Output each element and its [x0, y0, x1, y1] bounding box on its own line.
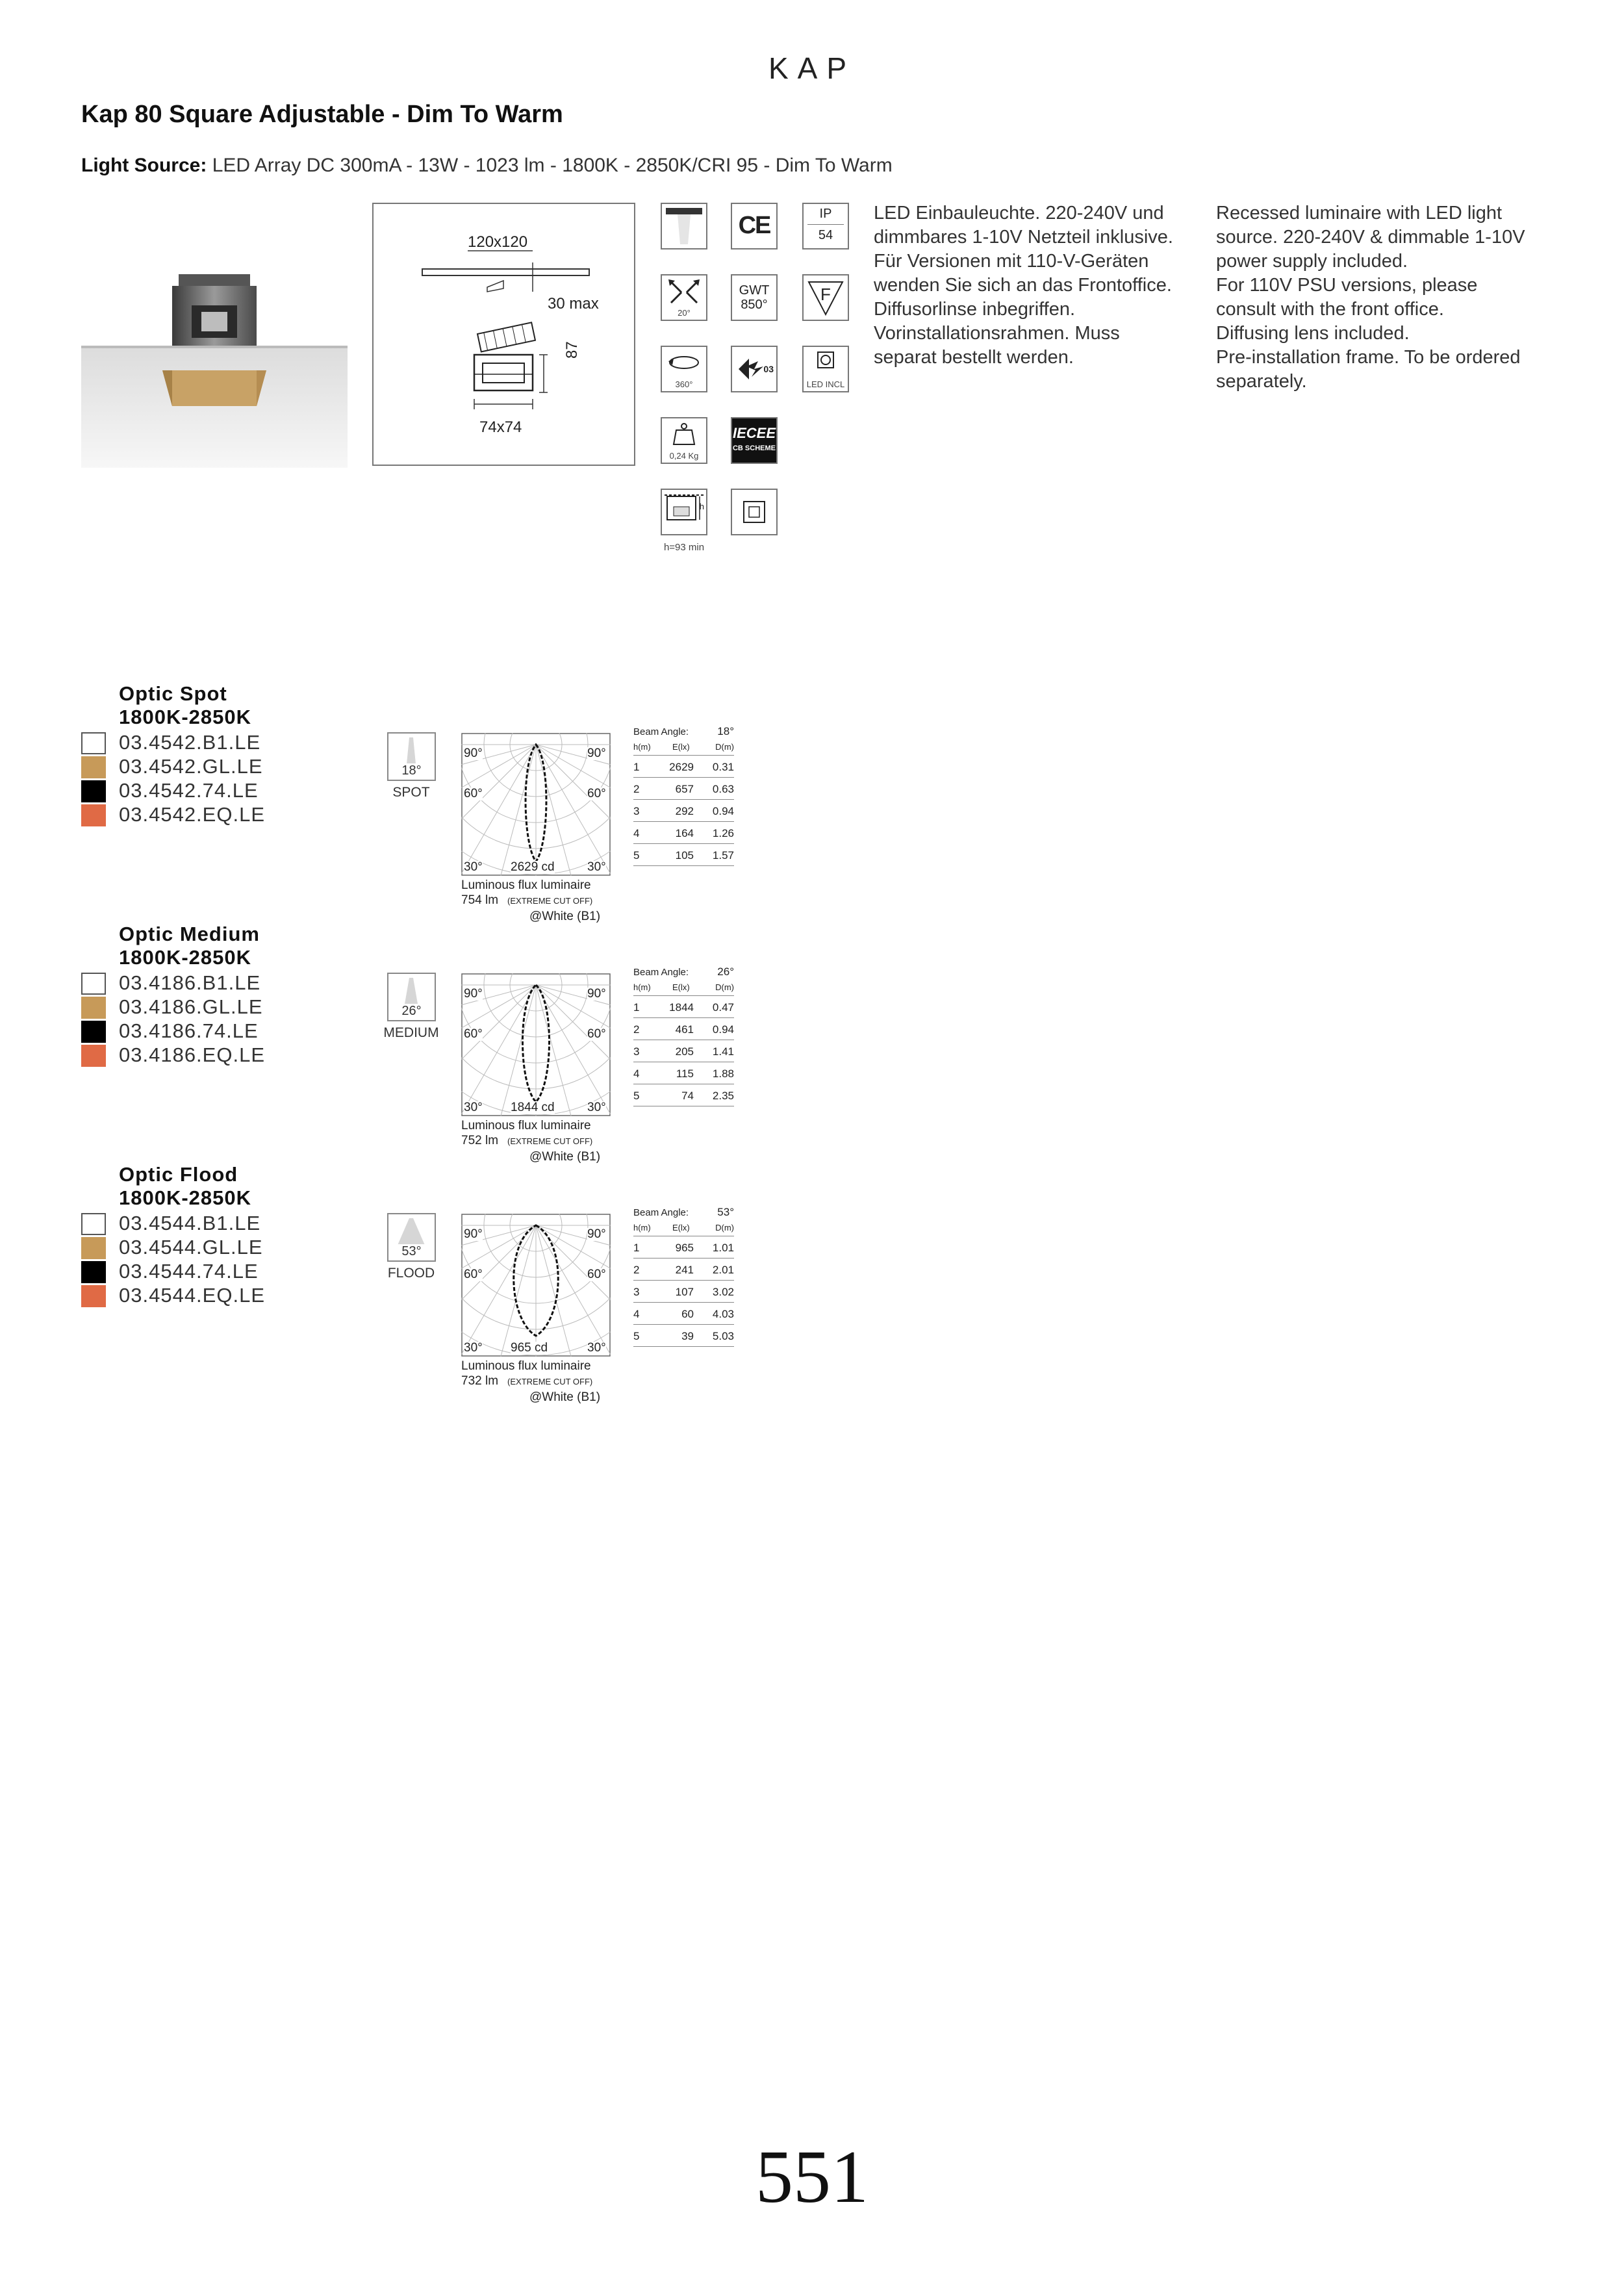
polar-label-90-left: 90°	[464, 1227, 483, 1241]
table-header-row	[633, 973, 734, 996]
polar-candela: 2629 cd	[511, 860, 555, 874]
col-e-header: E(lx)	[672, 742, 690, 752]
cell-d: 1.88	[712, 1067, 734, 1080]
cell-h: 4	[633, 827, 640, 839]
led-included-icon: LED INCL	[802, 346, 849, 392]
cell-d: 1.26	[712, 827, 734, 839]
cell-h: 1	[633, 761, 640, 773]
page-number: 551	[755, 2136, 869, 2219]
cell-e: 965	[675, 1242, 694, 1254]
optic-cct: 1800K-2850K	[119, 1186, 252, 1209]
trimless-frame-icon	[731, 489, 778, 535]
cell-d: 5.03	[712, 1330, 734, 1342]
product-photo	[81, 260, 348, 468]
cell-h: 1	[633, 1001, 640, 1014]
col-h-header: h(m)	[633, 742, 651, 752]
polar-label-60-right: 60°	[587, 787, 606, 800]
polar-label-90-right: 90°	[587, 1227, 606, 1241]
col-d-header: D(m)	[715, 742, 734, 752]
polar-label-90-left: 90°	[464, 987, 483, 1001]
optic-cct: 1800K-2850K	[119, 706, 252, 728]
table-row	[633, 1280, 734, 1303]
product-code: 03.4186.EQ.LE	[119, 1043, 265, 1066]
optic-title: Optic Flood	[119, 1163, 238, 1186]
polar-candela: 965 cd	[511, 1341, 548, 1355]
polar-label-60-right: 60°	[587, 1268, 606, 1281]
cell-h: 4	[633, 1067, 640, 1080]
beam-spread-icon	[387, 1213, 436, 1262]
product-code: 03.4544.74.LE	[119, 1260, 259, 1283]
description-en: Recessed luminaire with LED light source. 220-240V & dimmable 1-10V power supply included. For 110V PSU versions, please consult with the front office. Diffusing lens included. Pre-installation frame. To be ordered separately.	[1216, 203, 1525, 392]
table-row	[633, 1017, 734, 1040]
cell-e: 292	[675, 805, 694, 817]
flux-note: (EXTREME CUT OFF)	[507, 1377, 593, 1386]
product-code: 03.4542.GL.LE	[119, 755, 263, 778]
tilt-icon: 20°	[661, 274, 707, 321]
cell-h: 3	[633, 1045, 640, 1058]
cell-h: 5	[633, 849, 640, 862]
cell-h: 2	[633, 1264, 640, 1276]
table-row	[633, 1258, 734, 1281]
color-swatch	[81, 756, 106, 778]
cell-d: 0.94	[712, 1023, 734, 1036]
table-row	[633, 821, 734, 844]
cell-h: 3	[633, 1286, 640, 1298]
beam-spread-icon	[387, 973, 436, 1021]
table-row	[633, 1062, 734, 1084]
flux-label: Luminous flux luminaire	[461, 1119, 591, 1132]
table-row	[633, 1302, 734, 1325]
color-swatch	[81, 1237, 106, 1259]
product-code: 03.4542.B1.LE	[119, 731, 261, 754]
product-code: 03.4544.B1.LE	[119, 1212, 261, 1234]
white-note: @White (B1)	[529, 1150, 601, 1164]
cell-h: 2	[633, 783, 640, 795]
cell-d: 1.01	[712, 1242, 734, 1254]
flux-label: Luminous flux luminaire	[461, 878, 591, 892]
col-h-header: h(m)	[633, 982, 651, 992]
product-code: 03.4186.GL.LE	[119, 995, 263, 1018]
dim-bottom: 74x74	[479, 418, 522, 436]
light-source-line	[81, 155, 893, 177]
color-swatch	[81, 997, 106, 1019]
table-row	[633, 843, 734, 866]
product-title: Kap 80 Square Adjustable - Dim To Warm	[81, 101, 563, 128]
cell-d: 1.41	[712, 1045, 734, 1058]
beam-degree: 53°	[401, 1244, 422, 1258]
polar-label-60-left: 60°	[464, 787, 483, 800]
beam-angle-value: 53°	[717, 1206, 734, 1218]
flux-value	[461, 893, 592, 908]
ce-mark-icon: CE	[731, 203, 778, 249]
glow-wire-icon: GWT 850°	[731, 274, 778, 321]
beam-spread-icon	[387, 732, 436, 781]
polar-label-90-right: 90°	[587, 747, 606, 760]
flux-label: Luminous flux luminaire	[461, 1359, 591, 1373]
light-source-label: Light Source:	[81, 155, 207, 176]
color-swatch	[81, 732, 106, 754]
cell-d: 2.35	[712, 1090, 734, 1102]
color-swatch	[81, 1213, 106, 1235]
color-swatch	[81, 1261, 106, 1283]
beam-angle-label: Beam Angle:	[633, 726, 689, 737]
dimension-lines	[374, 204, 634, 465]
cell-d: 2.01	[712, 1264, 734, 1276]
dim-height: 87	[563, 341, 581, 359]
table-row	[633, 1040, 734, 1062]
beam-degree: 18°	[401, 763, 422, 778]
product-code: 03.4542.74.LE	[119, 779, 259, 802]
polar-label-60-left: 60°	[464, 1027, 483, 1041]
flux-lumens: 752 lm	[461, 1134, 499, 1147]
beam-angle-label: Beam Angle:	[633, 967, 689, 978]
col-h-header: h(m)	[633, 1223, 651, 1233]
polar-label-30-right: 30°	[587, 860, 606, 874]
recess-caption: h=93 min	[663, 542, 705, 553]
light-source-value: LED Array DC 300mA - 13W - 1023 lm - 1800K - 2850K/CRI 95 - Dim To Warm	[212, 155, 893, 176]
flux-note: (EXTREME CUT OFF)	[507, 1136, 593, 1146]
color-swatch	[81, 804, 106, 826]
cell-e: 115	[676, 1067, 694, 1080]
beam-name: FLOOD	[387, 1266, 435, 1281]
product-code: 03.4186.74.LE	[119, 1019, 259, 1042]
color-swatch	[81, 780, 106, 802]
brand-header: KAP	[768, 51, 856, 85]
cell-e: 164	[675, 827, 694, 839]
cell-e: 461	[675, 1023, 694, 1036]
table-header-row	[633, 733, 734, 756]
description-de: LED Einbauleuchte. 220-240V und dimmbares 1-10V Netzteil inklusive. Für Versionen mit 110-V-Geräten wenden Sie sich an das Frontoffice. Diffusorlinse inbegriffen. Vorinstallationsrahmen. Muss separat bestellt werden.	[874, 203, 1173, 368]
table-row	[633, 799, 734, 822]
flux-value	[461, 1134, 592, 1149]
rotation-icon: 360°	[661, 346, 707, 392]
product-code: 03.4544.EQ.LE	[119, 1284, 265, 1307]
cell-e: 657	[675, 783, 694, 795]
cell-h: 3	[633, 805, 640, 817]
iecee-cb-icon: IECEE CB SCHEME	[731, 417, 778, 464]
dim-depth: 30 max	[548, 295, 599, 313]
table-row	[633, 1084, 734, 1106]
product-code: 03.4544.GL.LE	[119, 1236, 263, 1258]
col-e-header: E(lx)	[672, 982, 690, 992]
col-d-header: D(m)	[715, 982, 734, 992]
cell-e: 107	[675, 1286, 694, 1298]
table-row	[633, 755, 734, 778]
optic-title: Optic Spot	[119, 682, 227, 705]
beam-angle-value: 18°	[717, 725, 734, 737]
polar-label-30-left: 30°	[464, 1341, 483, 1355]
polar-label-60-left: 60°	[464, 1268, 483, 1281]
cell-d: 3.02	[712, 1286, 734, 1298]
dimension-drawing	[372, 203, 635, 466]
polar-label-30-right: 30°	[587, 1341, 606, 1355]
beam-angle-label: Beam Angle:	[633, 1207, 689, 1218]
flux-lumens: 732 lm	[461, 1374, 499, 1388]
cell-d: 1.57	[712, 849, 734, 862]
cell-e: 39	[681, 1330, 694, 1342]
polar-candela: 1844 cd	[511, 1101, 555, 1114]
color-swatch	[81, 1021, 106, 1043]
weight-icon: 0,24 Kg	[661, 417, 707, 464]
optic-cct: 1800K-2850K	[119, 946, 252, 969]
beam-name: SPOT	[392, 785, 430, 800]
polar-label-30-left: 30°	[464, 1101, 483, 1114]
flux-note: (EXTREME CUT OFF)	[507, 896, 593, 906]
cell-d: 0.63	[712, 783, 734, 795]
white-note: @White (B1)	[529, 910, 601, 923]
cell-e: 105	[675, 849, 694, 862]
optic-title: Optic Medium	[119, 923, 260, 945]
polar-diagram	[461, 973, 611, 1116]
col-d-header: D(m)	[715, 1223, 734, 1233]
color-swatch	[81, 973, 106, 995]
cell-d: 4.03	[712, 1308, 734, 1320]
color-swatch	[81, 1285, 106, 1307]
table-row	[633, 1324, 734, 1347]
polar-label-60-right: 60°	[587, 1027, 606, 1041]
cell-h: 1	[633, 1242, 640, 1254]
cell-h: 4	[633, 1308, 640, 1320]
cell-d: 0.94	[712, 805, 734, 817]
polar-label-90-right: 90°	[587, 987, 606, 1001]
polar-label-30-right: 30°	[587, 1101, 606, 1114]
table-row	[633, 995, 734, 1018]
polar-label-30-left: 30°	[464, 860, 483, 874]
beam-degree: 26°	[401, 1004, 422, 1018]
dim-top: 120x120	[468, 233, 528, 251]
cell-e: 205	[675, 1045, 694, 1058]
white-note: @White (B1)	[529, 1390, 601, 1404]
recess-depth-icon: h	[661, 489, 707, 535]
color-swatch	[81, 1045, 106, 1067]
cell-e: 241	[675, 1264, 694, 1276]
cell-e: 60	[681, 1308, 694, 1320]
f-mark-icon: F	[802, 274, 849, 321]
cell-e: 74	[681, 1090, 694, 1102]
product-code: 03.4186.B1.LE	[119, 971, 261, 994]
beam-angle-value: 26°	[717, 965, 734, 978]
polar-label-90-left: 90°	[464, 747, 483, 760]
cell-h: 5	[633, 1090, 640, 1102]
col-e-header: E(lx)	[672, 1223, 690, 1233]
ip-rating-icon: IP 54	[802, 203, 849, 249]
beam-name: MEDIUM	[383, 1025, 439, 1040]
downlight-icon	[661, 203, 707, 249]
table-row	[633, 777, 734, 800]
cell-h: 5	[633, 1330, 640, 1342]
cell-d: 0.31	[712, 761, 734, 773]
cell-e: 1844	[669, 1001, 694, 1014]
flux-lumens: 754 lm	[461, 893, 499, 907]
table-row	[633, 1236, 734, 1258]
table-header-row	[633, 1214, 734, 1236]
cell-h: 2	[633, 1023, 640, 1036]
polar-diagram	[461, 733, 611, 876]
polar-diagram	[461, 1214, 611, 1357]
energy-class-icon: 03	[731, 346, 778, 392]
flux-value	[461, 1374, 592, 1389]
cell-d: 0.47	[712, 1001, 734, 1014]
cell-e: 2629	[669, 761, 694, 773]
product-code: 03.4542.EQ.LE	[119, 803, 265, 826]
